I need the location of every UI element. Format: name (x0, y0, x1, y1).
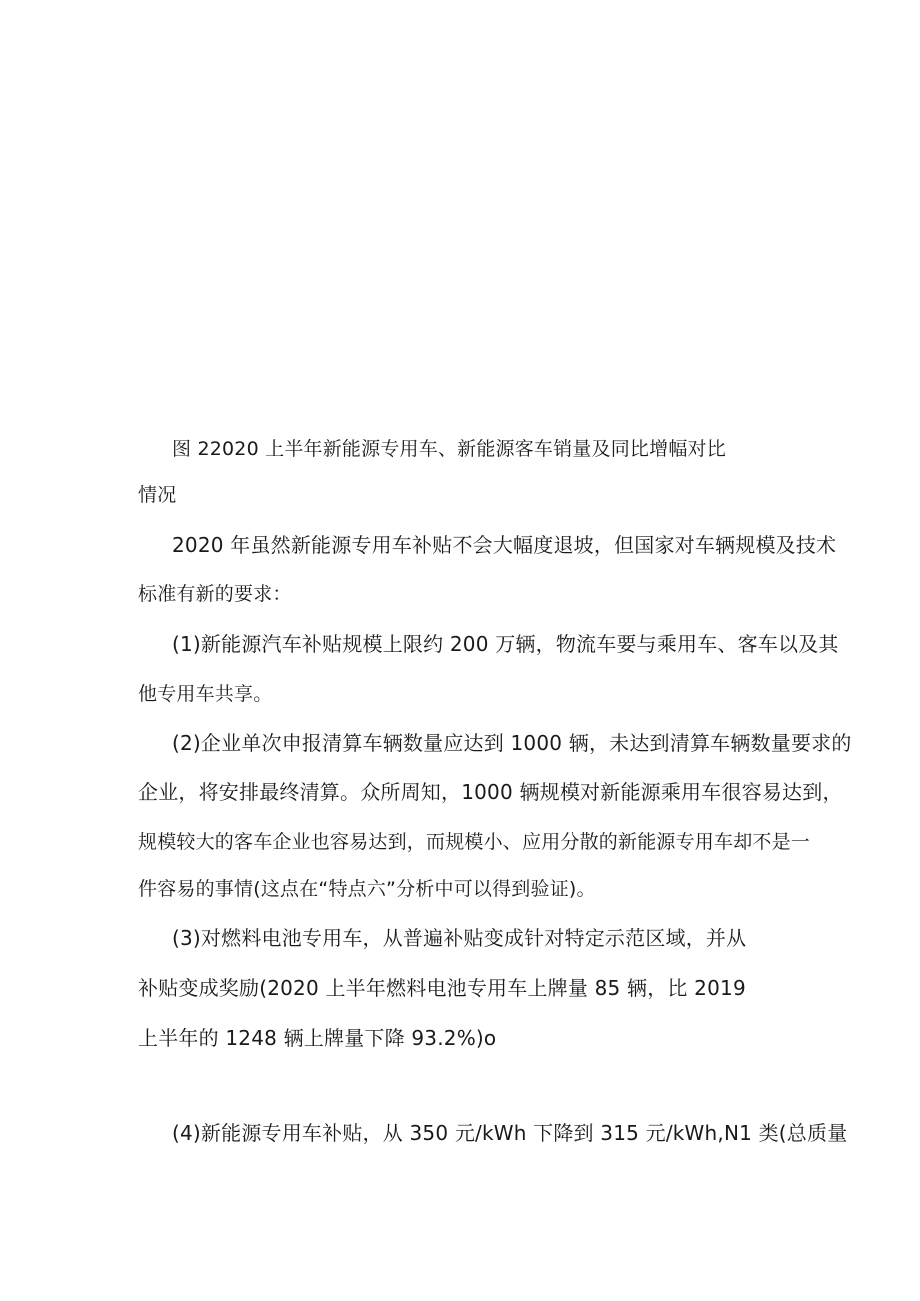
item-1-line: 他专用车共享。 (138, 683, 273, 705)
item-1-line: (1)新能源汽车补贴规模上限约 200 万辆，物流车要与乘用车、客车以及其 (172, 632, 839, 656)
intro-paragraph-line: 标准有新的要求： (138, 583, 292, 605)
item-3-line: 上半年的 1248 辆上牌量下降 93.2%)o (138, 1026, 497, 1050)
item-3-line: (3)对燃料电池专用车，从普遍补贴变成针对特定示范区域，并从 (172, 926, 747, 950)
item-2-line: 件容易的事情(这点在“特点六”分析中可以得到验证)。 (138, 878, 596, 900)
item-2-line: 规模较大的客车企业也容易达到，而规模小、应用分散的新能源专用车却不是一 (138, 831, 811, 853)
item-3-line: 补贴变成奖励(2020 上半年燃料电池专用车上牌量 85 辆，比 2019 (138, 976, 746, 1000)
figure-caption: 图 22020 上半年新能源专用车、新能源客车销量及同比增幅对比 (172, 438, 726, 460)
item-2-line: 企业，将安排最终清算。众所周知，1000 辆规模对新能源乘用车很容易达到， (138, 780, 843, 804)
item-4-line: (4)新能源专用车补贴，从 350 元/kWh 下降到 315 元/kWh,N1 类(总质量 (172, 1121, 848, 1145)
intro-paragraph-line: 2020 年虽然新能源专用车补贴不会大幅度退坡，但国家对车辆规模及技术 (172, 533, 837, 557)
figure-caption-continued: 情况 (138, 484, 177, 506)
item-2-line: (2)企业单次申报清算车辆数量应达到 1000 辆，未达到清算车辆数量要求的 (172, 731, 852, 755)
